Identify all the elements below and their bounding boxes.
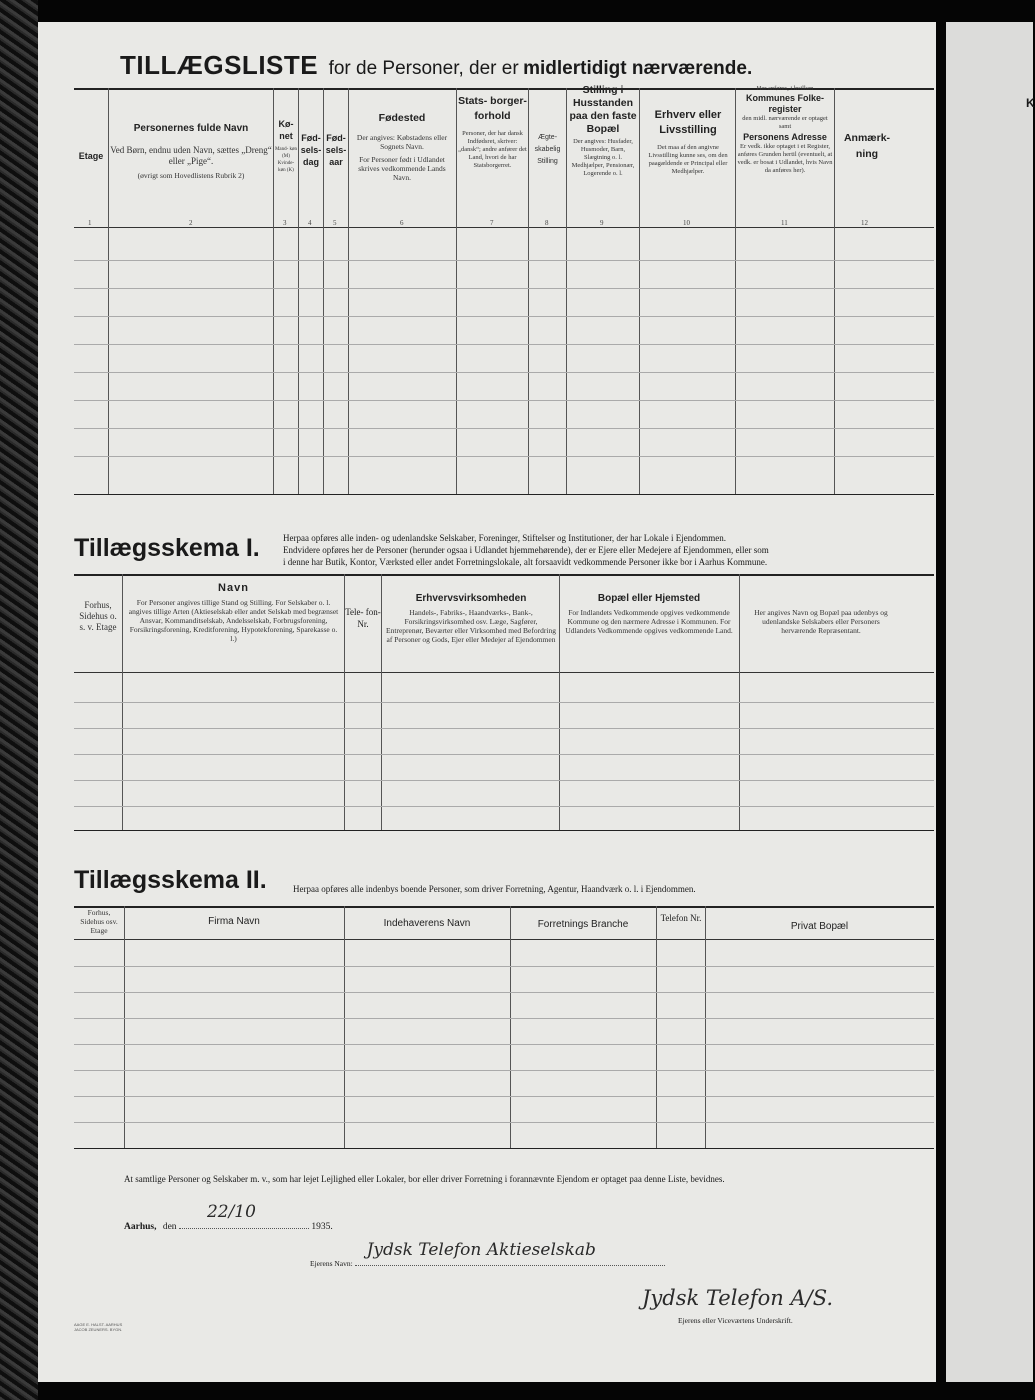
signature-label: Ejerens eller Viceværtens Underskrift. [678,1316,793,1325]
skema1-col-etage: Forhus, Sidehus o. s. v. Etage [79,600,117,632]
col-navn-label: Personernes fulde Navn [133,123,249,134]
skema1-text2: Endvidere opføres her de Personer (herunder ogsaa i Udlandet hjemmehørende), der er Ejere eller Medejere af Ejendommen, eller som [283,545,769,555]
col-koen-label: Kø- net [278,119,294,141]
date-line [124,1202,333,1232]
col-folkeregister-sub2: Er vedk. ikke optaget i et Register, anføres Grunden hertil (eventuelt, at vedk. er bosat i Udlandet, hvis Navn da anføres her). [737,143,833,174]
col-header-foedselsdag: Fød- sels- dag [300,133,322,167]
skema1-intro [283,532,923,568]
col-stilling-label: Stilling i Husstanden paa den faste Bopæl [569,84,637,135]
skema1-text3: i denne har Butik, Kontor, Værksted eller andet Forretningslokale, alt forsaavidt vedkommende Personer ikke bor i Aarhus Kommune. [283,557,768,567]
skema1-col-navn-sub: For Personer angives tillige Stand og Stilling. For Selskaber o. l. angives tillige Arten (Aktieselskab eller andet Selskab med begrænset Ansvar, Kommanditselskab, Andelsselskab, Forbrugsforening, Forsikringsforening, Kreditforening, Hypotekforening, Sparekasse o. l.) [128,598,339,643]
col-erhverv-label: Erhverv eller Livsstilling [654,109,722,136]
col-foedested-sub2: For Personer født i Udlandet skrives vedkommende Lands Navn. [358,155,446,182]
col-foedested-sub: Der angives: Købstadens eller Sognets Navn. [356,133,448,151]
col-num-12: 12 [861,219,868,227]
col-folkeregister-pre: Her anføres, i hvilken [756,85,814,92]
col-erhverv-sub: Det maa af den angivne Livsstilling kunne ses, om den paagældende er Principal eller Medhjælper. [648,144,728,175]
attestation-text: At samtlige Personer og Selskaber m. v., som har lejet Lejlighed eller Lokaler, bor eller driver Forretning i forannævnte Ejendom er optaget paa denne Liste, bevidnes. [124,1174,725,1184]
col-folkeregister-label2: Personens Adresse [743,132,827,142]
skema2-title: Tillægsskema II. [74,866,267,894]
skema2-col-firma: Firma Navn [208,916,260,927]
col-num-4: 4 [308,219,312,227]
adjacent-page-letter: K [1026,96,1035,110]
col-foedested-label: Fødested [378,112,426,124]
col-header-anmaerkning: Anmærk- ning [843,132,891,160]
col-header-koen [274,118,298,174]
skema1-col-erhverv [385,592,557,644]
skema1-col-bopael-sub: For Indlandets Vedkommende opgives vedkommende Kommune og den nærmere Adresse i Kommunen. For Udlandets Vedkommende opgives vedkommende Land. [565,608,733,635]
col-header-stilling [567,84,639,178]
col-num-8: 8 [545,219,549,227]
col-num-1: 1 [88,219,92,227]
signature-handwritten: Jydsk Telefon A/S. [642,1286,834,1310]
title-rest-b: midlertidigt nærværende. [523,58,753,79]
col-num-5: 5 [333,219,337,227]
owner-line [310,1240,665,1268]
col-header-foedselsaar: Fød- sels- aar [325,133,347,167]
col-num-9: 9 [600,219,604,227]
col-num-10: 10 [683,219,690,227]
col-navn-sub: Ved Børn, endnu uden Navn, sættes „Dreng“ eller „Pige“. [110,145,272,166]
page-title [120,50,752,81]
skema2-col-indehaver: Indehaverens Navn [383,918,471,929]
date-den: den [162,1222,177,1232]
col-koen-sub: Mand- køn (M) Kvinde- køn (K) [274,147,298,173]
date-blank [179,1202,309,1229]
skema1-col-erhverv-title: Erhvervsvirksomheden [415,593,527,604]
col-header-statsborger [457,94,528,170]
col-statsborger-sub: Personer, der har dansk Indfødsret, skriver: „dansk“; andre anfører det Land, hvori de har Statsborgerret. [458,130,527,169]
date-place: Aarhus, [124,1222,157,1232]
col-stilling-sub: Der angives: Husfader, Husmoder, Barn, Slægtning o. l. Medhjælper, Pensionær, Logerende o. l. [571,138,635,177]
skema2-col-bopael: Privat Bopæl [790,921,849,932]
skema1-col-telefon: Tele- fon- Nr. [345,607,381,629]
col-num-3: 3 [283,219,287,227]
skema2-col-branche: Forretnings Branche [537,919,629,930]
skema1-text1: Herpaa opføres alle inden- og udenlandske Selskaber, Foreninger, Stiftelser og Institutioner, der har Lokale i Ejendommen. [283,533,727,543]
col-header-foedested [350,112,454,182]
col-header-erhverv [642,108,734,176]
skema1-col-bopael [563,592,735,635]
book-spine [0,0,38,1400]
skema2-intro: Herpaa opføres alle indenbys boende Personer, som driver Forretning, Agentur, Haandværk o. l. i Ejendommen. [293,884,696,894]
col-header-navn [110,122,272,180]
col-num-11: 11 [781,219,788,227]
date-handwritten: 22/10 [206,1202,256,1222]
col-num-6: 6 [400,219,404,227]
col-num-7: 7 [490,219,494,227]
col-num-2: 2 [189,219,193,227]
skema2-col-telefon: Telefon Nr. [660,913,702,923]
skema1-col-navn [126,582,341,643]
owner-handwritten: Jydsk Telefon Aktieselskab [366,1240,596,1260]
printer-imprint: AAGE E. HALST. AARHUS JACOB ZEUNERS. BYGN. [74,1322,123,1332]
owner-blank [355,1240,665,1266]
adjacent-page [946,22,1033,1382]
title-main: TILLÆGSLISTE [120,50,319,80]
col-folkeregister-label: Kommunes Folke- register [745,93,824,114]
skema1-col-bopael-title: Bopæl eller Hjemsted [597,593,701,604]
skema1-title: Tillægsskema I. [74,534,260,562]
col-header-folkeregister [736,84,834,175]
col-folkeregister-sub: den midl. nærværende er optaget samt [742,115,828,130]
title-rest-a: for de Personer, der er [328,58,519,79]
skema1-col-repraesentant: Her angives Navn og Bopæl paa udenbys og udenlandske Selskabers eller Personers herværende Repræsentant. [754,608,888,635]
date-year: 1935. [311,1222,333,1232]
col-navn-sub2: (øvrigt som Hovedlistens Rubrik 2) [137,171,245,180]
col-header-etage: Etage [78,151,104,161]
skema1-col-erhverv-sub: Handels-, Fabriks-, Haandværks-, Bank-, Forsikringsvirksomhed osv. Læge, Sagfører, Entreprenør, Beværter eller Virksomhed med Befordring af Personer og Gods, Ejer eller Medejer af Ejendommen [386,608,556,644]
col-statsborger-label: Stats- borger- forhold [458,95,527,122]
col-header-aegteskabelig: Ægte- skabelig Stilling [534,134,561,165]
owner-label: Ejerens Navn: [310,1259,353,1268]
skema1-col-navn-title: Navn [218,582,249,594]
skema2-col-etage: Forhus, Sidehus osv. Etage [80,908,118,935]
document-page [38,22,936,1382]
